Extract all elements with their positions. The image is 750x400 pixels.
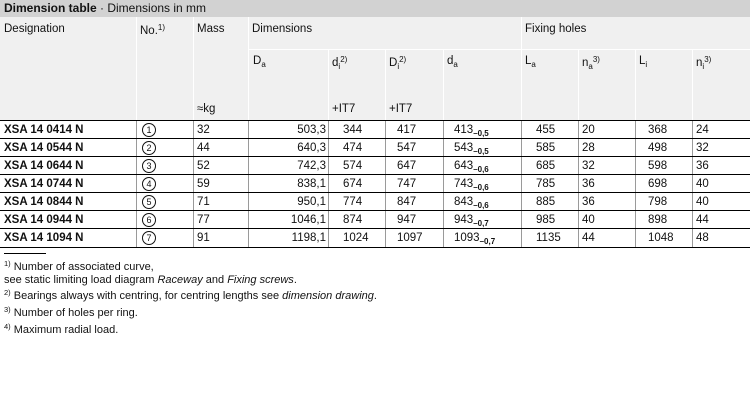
cell-mass: 44 xyxy=(197,142,210,154)
table-title: Dimension table xyxy=(4,1,97,15)
cell-no xyxy=(142,211,156,229)
footnote-1: $^{1)}$ Number of associated curve, see static limiting load diagram Raceway and Fixing screws. xyxy=(4,259,297,286)
cell-la: 585 xyxy=(536,142,556,154)
cell-na: 44 xyxy=(582,232,595,244)
cell-la: 685 xyxy=(536,160,556,172)
cell-no xyxy=(142,229,156,247)
table-row xyxy=(0,174,750,193)
cell-ni: 44 xyxy=(696,214,709,226)
cell-la: 985 xyxy=(536,214,556,226)
cell-la: 785 xyxy=(536,178,556,190)
cell-no xyxy=(142,157,156,175)
cell-designation: XSA 14 0944 N xyxy=(4,214,84,226)
cell-la: 885 xyxy=(536,196,556,208)
footnote-2: $^{2)}$ Bearings always with centring, for centring lengths see dimension drawing. xyxy=(4,288,377,302)
col-fixing-holes: Fixing holes xyxy=(525,23,587,35)
cell-di: 847 xyxy=(397,196,417,208)
cell-mass: 32 xyxy=(197,124,210,136)
col-Da: $D_a$ xyxy=(253,55,266,69)
col-dimensions: Dimensions xyxy=(252,23,313,35)
cell-di: 747 xyxy=(397,178,417,190)
curve-number-badge: 4 xyxy=(142,177,156,191)
cell-di: 417 xyxy=(397,124,417,136)
cell-no xyxy=(142,121,156,139)
table-row xyxy=(0,156,750,175)
cell-da: $743_{-0,6}$ xyxy=(454,178,489,192)
col-designation: Designation xyxy=(4,23,65,35)
table-row xyxy=(0,120,750,139)
cell-ni: 24 xyxy=(696,124,709,136)
cell-da: 742,3 xyxy=(297,160,326,172)
cell-da: 640,3 xyxy=(297,142,326,154)
curve-number-badge: 5 xyxy=(142,195,156,209)
curve-number-badge: 7 xyxy=(142,231,156,245)
cell-mass: 71 xyxy=(197,196,210,208)
cell-di: 547 xyxy=(397,142,417,154)
cell-da: $413_{-0,5}$ xyxy=(454,124,489,138)
cell-di: 474 xyxy=(343,142,363,154)
cell-da: 1046,1 xyxy=(290,214,326,226)
curve-number-badge: 6 xyxy=(142,213,156,227)
cell-mass: 77 xyxy=(197,214,210,226)
cell-na: 32 xyxy=(582,160,595,172)
table-title-bar xyxy=(0,0,750,17)
cell-la: 1135 xyxy=(536,232,561,244)
cell-da: $843_{-0,6}$ xyxy=(454,196,489,210)
col-mass: Mass xyxy=(197,23,225,35)
cell-designation: XSA 14 0544 N xyxy=(4,142,84,154)
cell-la: 455 xyxy=(536,124,556,136)
col-ni: $n_i^{3)}$ xyxy=(696,55,712,71)
cell-designation: XSA 14 0644 N xyxy=(4,160,84,172)
cell-ni: 40 xyxy=(696,196,709,208)
cell-li: 898 xyxy=(648,214,668,226)
cell-di: 1097 xyxy=(397,232,423,244)
col-mass-unit: ≈kg xyxy=(197,103,216,115)
table-row xyxy=(0,228,750,248)
col-da: $d_a$ xyxy=(447,55,458,69)
col-La: $L_a$ xyxy=(525,55,536,69)
cell-li: 698 xyxy=(648,178,668,190)
cell-di: 674 xyxy=(343,178,363,190)
cell-no xyxy=(142,193,156,211)
cell-da: 503,3 xyxy=(297,124,326,136)
cell-designation: XSA 14 0414 N xyxy=(4,124,84,136)
col-Di: $D_i^{2)}$ xyxy=(389,55,407,71)
footnote-separator xyxy=(4,253,46,254)
cell-na: 28 xyxy=(582,142,595,154)
cell-da: $1093_{-0,7}$ xyxy=(454,232,496,246)
cell-mass: 52 xyxy=(197,160,210,172)
col-di-tolerance: +IT7 xyxy=(332,103,356,115)
cell-ni: 32 xyxy=(696,142,709,154)
cell-na: 36 xyxy=(582,196,595,208)
table-row xyxy=(0,138,750,157)
col-no: No.$^{1)}$ xyxy=(140,23,166,37)
cell-li: 598 xyxy=(648,160,668,172)
cell-li: 798 xyxy=(648,196,668,208)
cell-di: 344 xyxy=(343,124,363,136)
cell-ni: 48 xyxy=(696,232,709,244)
cell-da: $643_{-0,6}$ xyxy=(454,160,489,174)
cell-li: 498 xyxy=(648,142,668,154)
col-na: $n_a^{3)}$ xyxy=(582,55,600,71)
cell-designation: XSA 14 1094 N xyxy=(4,232,84,244)
col-Di-tolerance: +IT7 xyxy=(389,103,413,115)
cell-di: 647 xyxy=(397,160,417,172)
table-header xyxy=(0,17,750,120)
cell-ni: 36 xyxy=(696,160,709,172)
cell-mass: 59 xyxy=(197,178,210,190)
cell-da: 1198,1 xyxy=(291,232,326,244)
cell-na: 36 xyxy=(582,178,595,190)
cell-designation: XSA 14 0744 N xyxy=(4,178,84,190)
footnote-4: $^{4)}$ Maximum radial load. xyxy=(4,322,119,336)
cell-da: 950,1 xyxy=(297,196,326,208)
cell-mass: 91 xyxy=(197,232,210,244)
cell-designation: XSA 14 0844 N xyxy=(4,196,84,208)
col-di: $d_i^{2)}$ xyxy=(332,55,348,71)
curve-number-badge: 1 xyxy=(142,123,156,137)
cell-ni: 40 xyxy=(696,178,709,190)
cell-na: 40 xyxy=(582,214,595,226)
curve-number-badge: 2 xyxy=(142,141,156,155)
table-row xyxy=(0,210,750,229)
table-subtitle: · Dimensions in mm xyxy=(96,1,207,15)
cell-li: 368 xyxy=(648,124,668,136)
col-Li: $L_i$ xyxy=(639,55,648,69)
table-row xyxy=(0,192,750,211)
cell-da: 838,1 xyxy=(297,178,326,190)
cell-no xyxy=(142,175,156,193)
curve-number-badge: 3 xyxy=(142,159,156,173)
cell-di: 574 xyxy=(343,160,363,172)
cell-no xyxy=(142,139,156,157)
cell-da: $943_{-0,7}$ xyxy=(454,214,489,228)
cell-di: 947 xyxy=(397,214,417,226)
cell-di: 774 xyxy=(343,196,363,208)
cell-di: 874 xyxy=(343,214,363,226)
footnote-3: $^{3)}$ Number of holes per ring. xyxy=(4,305,138,319)
cell-na: 20 xyxy=(582,124,595,136)
cell-li: 1048 xyxy=(648,232,674,244)
cell-di: 1024 xyxy=(343,232,369,244)
cell-da: $543_{-0,5}$ xyxy=(454,142,489,156)
